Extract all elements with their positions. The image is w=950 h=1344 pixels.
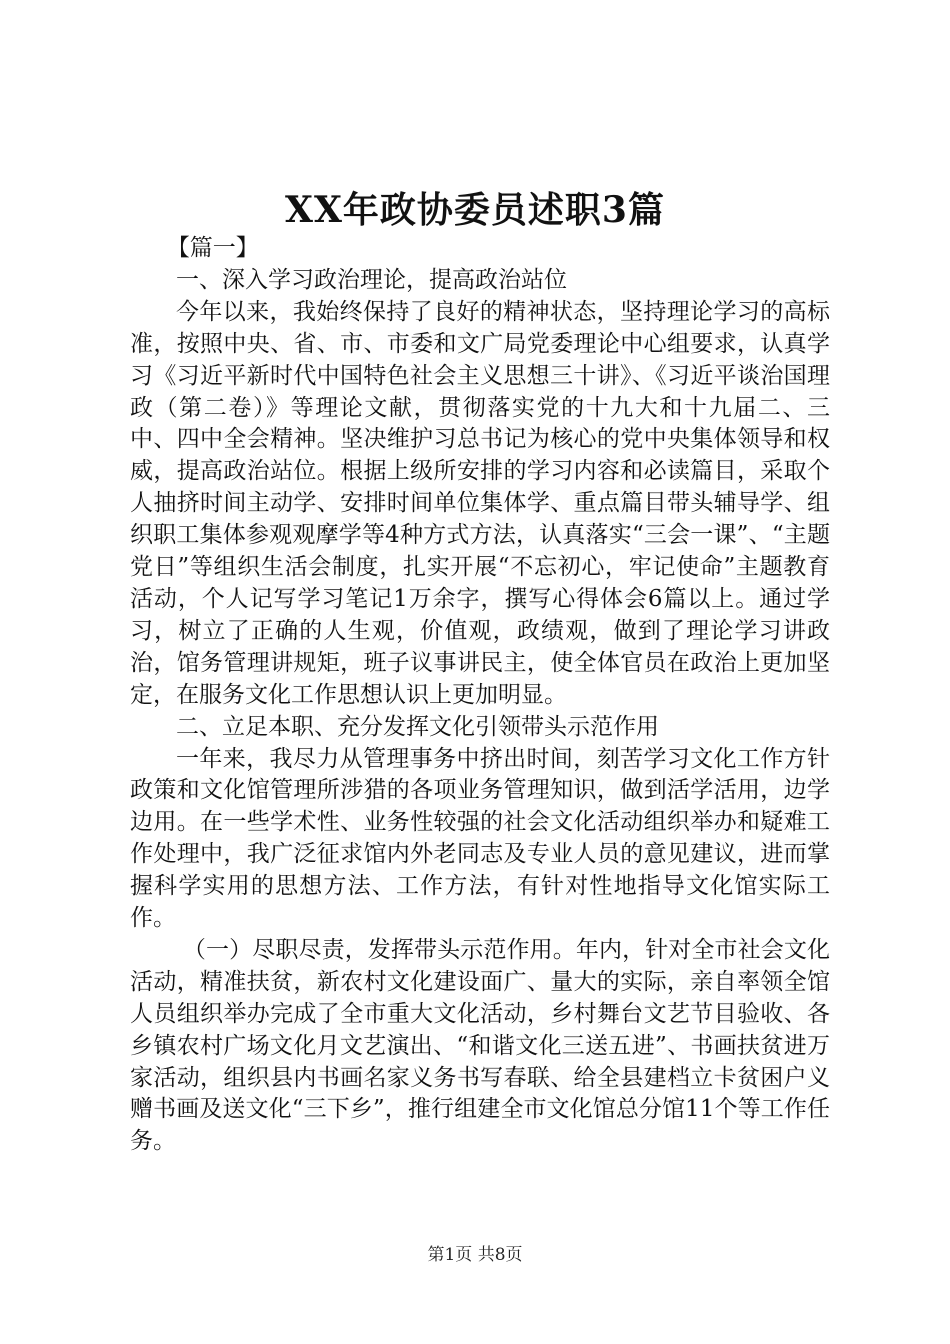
page-title: XX年政协委员述职3篇	[285, 189, 665, 231]
paragraph-2: 一年来，我尽力从管理事务中挤出时间，刻苦学习文化工作方针政策和文化馆管理所涉猎的各项业务管理知识，做到活学活用，边学边用。在一些学术性、业务性较强的社会文化活动组织举办和疑难工作处理中，我广泛征求馆内外老同志及专业人员的意见建议，进而掌握科学实用的思想方法、工作方法，有针对性地指导文化馆实际工作。	[130, 745, 830, 932]
paragraph-3: （一）尽职尽责，发挥带头示范作用。年内，针对全市社会文化活动，精准扶贫，新农村文化建设面广、量大的实际，亲自率领全馆人员组织举办完成了全市重大文化活动，乡村舞台文艺节目验收、各乡镇农村广场文化月文艺演出、“和谐文化三送五进”、书画扶贫进万家活动，组织县内书画名家义务书写春联、给全县建档立卡贫困户义赠书画及送文化“三下乡”，推行组建全市文化馆总分馆11个等工作任务。	[130, 936, 830, 1155]
document-body	[130, 233, 830, 1158]
paragraph-1: 今年以来，我始终保持了良好的精神状态，坚持理论学习的高标准，按照中央、省、市、市委和文广局党委理论中心组要求，认真学习《习近平新时代中国特色社会主义思想三十讲》、《习近平谈治国理政（第二卷）》等理论文献，贯彻落实党的十九大和十九届二、三中、四中全会精神。坚决维护习总书记为核心的党中央集体领导和权威，提高政治站位。根据上级所安排的学习内容和必读篇目，采取个人抽挤时间主动学、安排时间单位集体学、重点篇目带头辅导学、组织职工集体参观观摩学等4种方式方法，认真落实“三会一课”、“主题党日”等组织生活会制度，扎实开展“不忘初心，牢记使命”主题教育活动，个人记写学习笔记1万余字，撰写心得体会6篇以上。通过学习，树立了正确的人生观，价值观，政绩观，做到了理论学习讲政治，馆务管理讲规矩，班子议事讲民主，使全体官员在政治上更加坚定，在服务文化工作思想认识上更加明显。	[130, 298, 830, 708]
section-heading-1: 一、深入学习政治理论，提高政治站位	[176, 266, 567, 293]
section-heading-2: 二、立足本职、充分发挥文化引领带头示范作用	[176, 713, 659, 740]
section-tag: 【篇一】	[166, 235, 259, 261]
page-footer: 第1页 共8页	[427, 1245, 523, 1265]
